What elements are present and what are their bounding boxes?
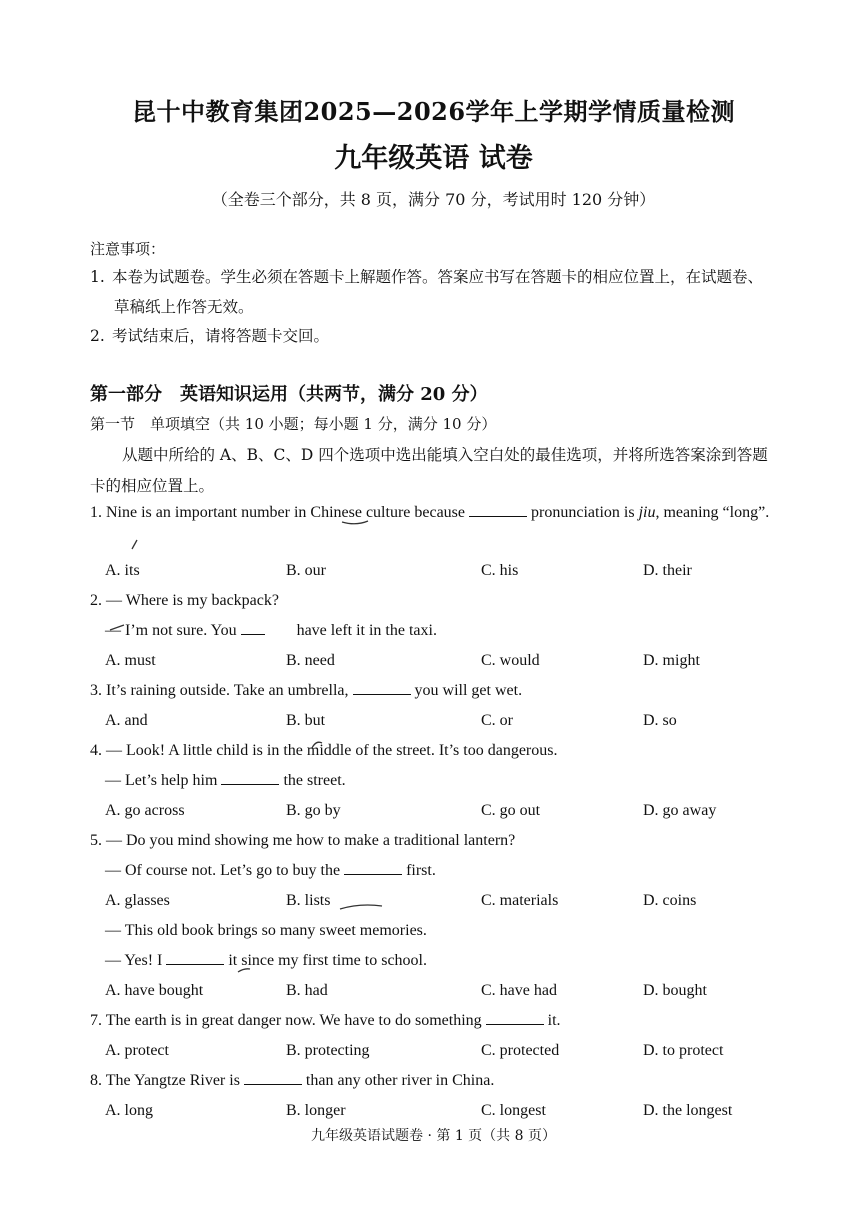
option-b: B. our [286, 562, 326, 579]
question-text: — This old book brings so many sweet memories. [105, 922, 427, 939]
question-text: first. [406, 862, 436, 879]
question-text: 1. Nine is an important number in Chinese culture because [90, 504, 466, 521]
question-text: — Of course not. Let’s go to buy the [105, 862, 341, 879]
note-number: 2. [90, 327, 105, 345]
note-text: 考试结束后，请将答题卡交回。 [112, 327, 330, 345]
note-text-continued: 草稿纸上作答无效。 [114, 298, 254, 316]
question-text: 8. The Yangtze River is [90, 1072, 240, 1089]
question-text: — Yes! I [105, 952, 163, 969]
option-a: A. must [105, 652, 156, 669]
option-c: C. longest [481, 1102, 546, 1119]
option-a: A. glasses [105, 892, 170, 909]
question-text: you will get wet. [414, 682, 523, 699]
page-footer: 九年级英语试题卷 · 第 1 页（共 8 页） [311, 1128, 556, 1144]
option-b: B. need [286, 652, 335, 669]
section-instruction: 从题中所给的 A、B、C、D 四个选项中选出能填入空白处的最佳选项，并将所选答案涂到答题卡的相应位置上。 [90, 446, 768, 495]
option-c: C. go out [481, 802, 541, 819]
question-text: have left it in the taxi. [296, 622, 437, 639]
option-a: A. have bought [105, 982, 204, 999]
option-b: B. but [286, 712, 326, 729]
option-a: A. go across [105, 802, 185, 819]
option-d: D. bought [643, 982, 707, 999]
option-c: C. or [481, 712, 513, 729]
question-text: — I’m not sure. You [105, 622, 237, 639]
option-b: B. lists [286, 892, 331, 909]
question-text: , meaning “long”. [655, 504, 770, 521]
option-b: B. had [286, 982, 328, 999]
option-d: D. to protect [643, 1042, 724, 1059]
option-d: D. their [643, 562, 692, 579]
question-text: pronunciation is [531, 504, 635, 521]
option-a: A. its [105, 562, 140, 579]
option-b: B. go by [286, 802, 341, 819]
question-text: it. [547, 1012, 561, 1029]
question-text: 7. The earth is in great danger now. We have to do something [90, 1012, 482, 1029]
question-text: than any other river in China. [305, 1072, 495, 1089]
question-text: 2. — Where is my backpack? [90, 592, 279, 609]
option-d: D. the longest [643, 1102, 733, 1119]
option-c: C. have had [481, 982, 557, 999]
note-text: 本卷为试题卷。学生必须在答题卡上解题作答。答案应书写在答题卡的相应位置上，在试题卷、 [112, 268, 764, 286]
question-text: — Let’s help him [105, 772, 218, 789]
pinyin-term: jiu [638, 504, 656, 521]
option-a: A. and [105, 712, 148, 729]
note-number: 1. [90, 268, 105, 286]
part-heading: 第一部分 英语知识运用（共两节，满分 20 分） [90, 384, 488, 405]
option-d: D. coins [643, 892, 697, 909]
option-c: C. would [481, 652, 540, 669]
option-d: D. might [643, 652, 700, 669]
option-a: A. long [105, 1102, 153, 1119]
question-text: 3. It’s raining outside. Take an umbrella, [90, 682, 349, 699]
question-text: the street. [283, 772, 346, 789]
option-c: C. his [481, 562, 519, 579]
option-a: A. protect [105, 1042, 169, 1059]
question-text: 5. — Do you mind showing me how to make a traditional lantern? [90, 832, 516, 849]
option-c: C. protected [481, 1042, 560, 1059]
exam-subject: 九年级英语 试卷 [334, 143, 533, 174]
option-d: D. go away [643, 802, 717, 819]
exam-title: 昆十中教育集团2025—2026学年上学期学情质量检测 [131, 97, 736, 126]
question-text: it since my first time to school. [228, 952, 427, 969]
option-c: C. materials [481, 892, 559, 909]
option-b: B. protecting [286, 1042, 370, 1059]
section-heading: 第一节 单项填空（共 10 小题；每小题 1 分，满分 10 分） [90, 415, 497, 433]
notes-heading: 注意事项： [90, 240, 166, 258]
question-text: 4. — Look! A little child is in the middle of the street. It’s too dangerous. [90, 742, 558, 759]
exam-info: （全卷三个部分，共 8 页，满分 70 分，考试用时 120 分钟） [211, 190, 656, 209]
option-b: B. longer [286, 1102, 346, 1119]
option-d: D. so [643, 712, 677, 729]
